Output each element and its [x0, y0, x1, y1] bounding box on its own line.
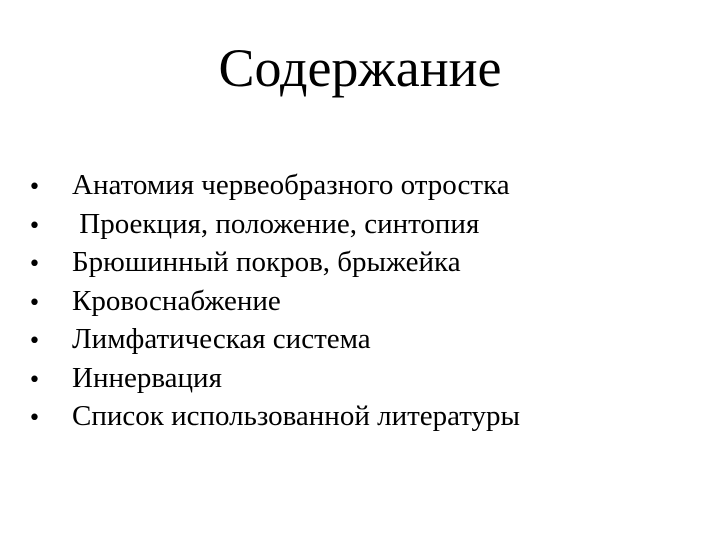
list-item-label: Иннервация [72, 361, 222, 394]
list-item-label: Лимфатическая система [72, 323, 371, 355]
contents-list [28, 166, 520, 436]
list-item [28, 166, 520, 205]
list-item [28, 397, 520, 436]
list-item [28, 205, 520, 244]
bullet-icon: • [28, 252, 41, 277]
bullet-icon: • [28, 329, 41, 354]
bullet-icon: • [28, 290, 41, 316]
list-item [28, 359, 520, 398]
list-item-label: Список использованной литературы [72, 400, 521, 432]
list-item [28, 282, 520, 321]
list-item-label: Анатомия червеобразного отростка [72, 169, 510, 201]
slide-title: Содержание [218, 38, 502, 98]
list-item-label: Брюшинный покров, брыжейка [72, 246, 461, 278]
list-item [28, 320, 520, 359]
bullet-icon: • [28, 406, 41, 431]
list-item [28, 243, 520, 282]
list-item-label: Проекция, положение, синтопия [72, 207, 480, 240]
bullet-icon: • [28, 213, 41, 239]
list-item-label: Кровоснабжение [72, 284, 281, 317]
bullet-icon: • [28, 175, 41, 200]
bullet-icon: • [28, 367, 41, 393]
